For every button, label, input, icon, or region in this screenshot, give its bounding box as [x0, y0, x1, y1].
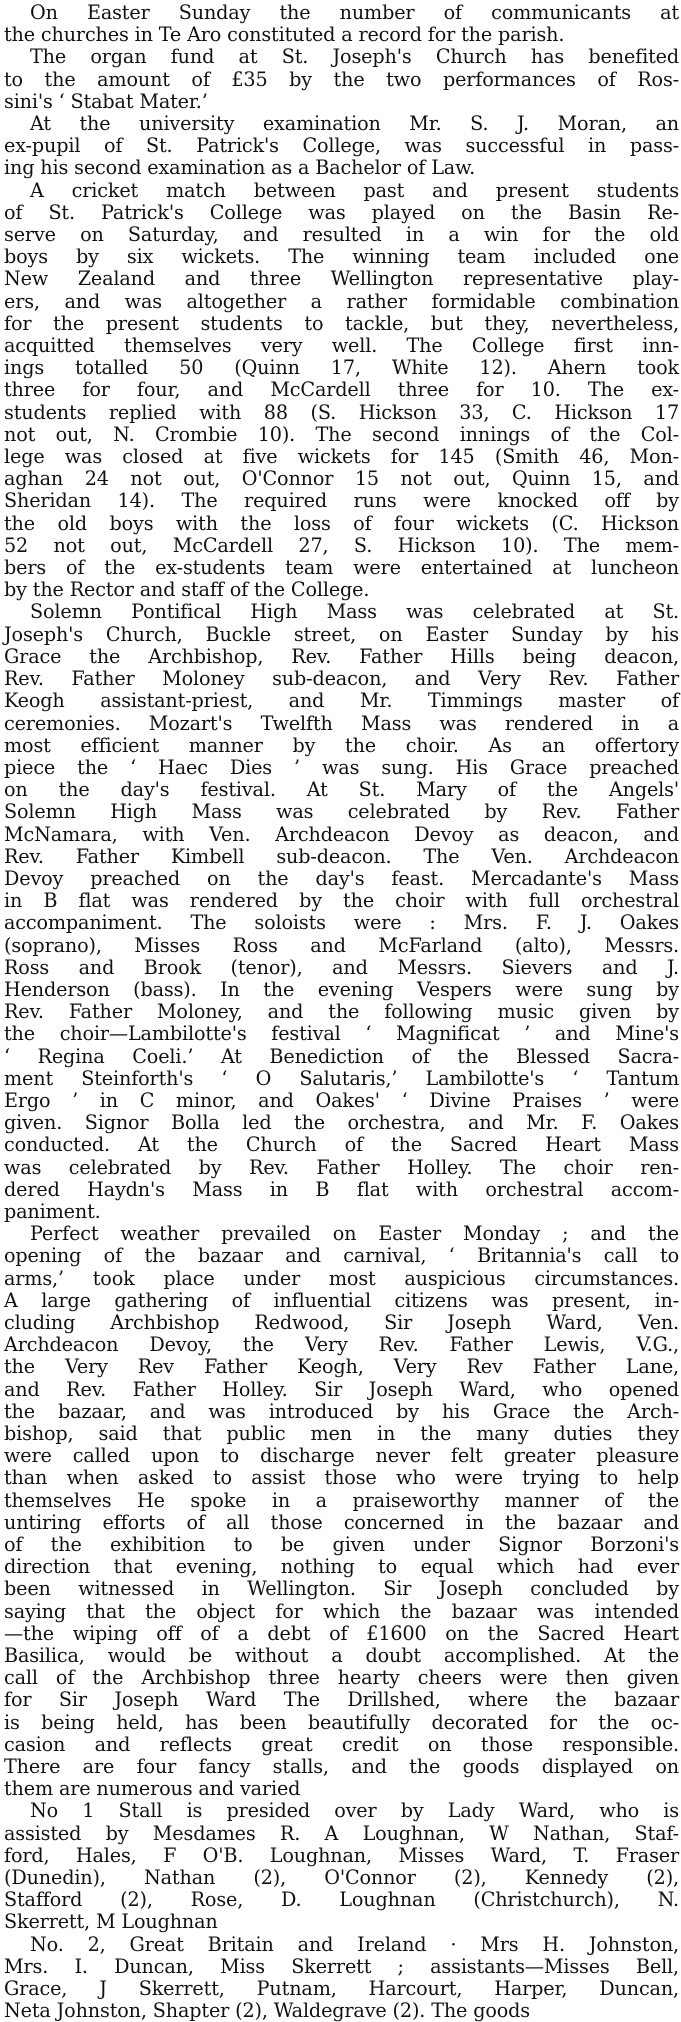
text-line: for Sir Joseph Ward The Drillshed, where the bazaar	[4, 1688, 679, 1712]
text-line: ‘ Regina Coeli.’ At Benediction of the Blessed Sacra-	[4, 1044, 679, 1068]
text-line: the bazaar, and was introduced by his Grace the Arch-	[4, 1399, 679, 1423]
text-line: serve on Saturday, and resulted in a win for the old	[4, 223, 679, 247]
text-line: On Easter Sunday the number of communicants at	[30, 1, 679, 24]
text-line: call of the Archbishop three hearty cheers were then given	[4, 1666, 679, 1690]
article-paragraph	[4, 1800, 679, 1933]
text-line: and Rev. Father Holley. Sir Joseph Ward, who opened	[4, 1377, 679, 1401]
text-line: Grace, J Skerrett, Putnam, Harcourt, Harper, Duncan,	[4, 1977, 679, 2001]
text-line: three for four, and McCardell three for 10. The ex-	[4, 378, 679, 402]
text-line: Neta Johnston, Shapter (2), Waldegrave (2). The goods	[4, 1999, 530, 2022]
text-line: Stafford (2), Rose, D. Loughnan (Christchurch), N.	[4, 1888, 679, 1912]
text-line: Archdeacon Devoy, the Very Rev. Father Lewis, V.G.,	[4, 1333, 679, 1357]
text-line: on the day's festival. At St. Mary of the Angels'	[4, 778, 679, 802]
text-line: piece the ‘ Haec Dies ’ was sung. His Grace preached	[4, 755, 679, 779]
text-line: ment Steinforth's ‘ O Salutaris,’ Lambilotte's ‘ Tantum	[4, 1066, 679, 1090]
text-line: bishop, said that public men in the many duties they	[4, 1422, 679, 1445]
article-paragraph	[4, 1934, 679, 2022]
text-line: acquitted themselves very well. The College first inn-	[4, 334, 679, 358]
text-line: Rev. Father Moloney sub-deacon, and Very Rev. Father	[4, 667, 679, 691]
text-line: paniment.	[4, 1199, 101, 1223]
text-line: aghan 24 not out, O'Connor 15 not out, Quinn 15, and	[4, 467, 679, 491]
text-line: Henderson (bass). In the evening Vespers were sung by	[4, 977, 679, 1001]
text-line: Keogh assistant-priest, and Mr. Timmings master of	[4, 689, 679, 713]
text-line: themselves He spoke in a praiseworthy manner of the	[4, 1488, 679, 1512]
text-line: There are four fancy stalls, and the goods displayed on	[4, 1755, 679, 1779]
text-line: ers, and was altogether a rather formidable combination	[4, 289, 679, 313]
text-line: the Very Rev Father Keogh, Very Rev Father Lane,	[4, 1355, 679, 1379]
text-line: ford, Hales, F O'B. Loughnan, Misses Ward, T. Fraser	[4, 1843, 679, 1867]
text-line: arms,’ took place under most auspicious circumstances.	[4, 1266, 679, 1290]
text-line: by the Rector and staff of the College.	[4, 578, 370, 602]
text-line: most efficient manner by the choir. As an offertory	[4, 733, 679, 757]
text-line: ceremonies. Mozart's Twelfth Mass was rendered in a	[4, 711, 679, 735]
article-paragraph	[4, 1223, 679, 1800]
text-line: ings totalled 50 (Quinn 17, White 12). Ahern took	[4, 356, 679, 380]
text-line: conducted. At the Church of the Sacred Heart Mass	[4, 1133, 679, 1157]
text-line: ex-pupil of St. Patrick's College, was successful in pass-	[4, 134, 679, 158]
text-line: A large gathering of influential citizens was present, in-	[4, 1288, 679, 1312]
text-line: Basilica, would be without a doubt accomplished. At the	[4, 1644, 679, 1668]
article-paragraph	[4, 2, 679, 46]
text-line: of St. Patrick's College was played on the Basin Re-	[4, 200, 679, 224]
text-line: No 1 Stall is presided over by Lady Ward, who is	[30, 1799, 679, 1823]
text-line: Skerrett, M Loughnan	[4, 1910, 218, 1934]
text-line: ing his second examination as a Bachelor of Law.	[4, 156, 476, 180]
text-line: bers of the ex-students team were entertained at luncheon	[4, 556, 679, 580]
text-line: been witnessed in Wellington. Sir Joseph concluded by	[4, 1577, 679, 1601]
text-line: Joseph's Church, Buckle street, on Easter Sunday by his	[4, 622, 679, 646]
text-line: in B flat was rendered by the choir with full orchestral	[4, 889, 679, 913]
text-line: The organ fund at St. Joseph's Church has benefited	[30, 45, 679, 69]
text-line: 52 not out, McCardell 27, S. Hickson 10). The mem-	[4, 533, 679, 557]
text-line: Devoy preached on the day's feast. Mercadante's Mass	[4, 866, 679, 890]
text-line: Solemn High Mass was celebrated by Rev. Father	[4, 800, 679, 824]
text-line: assisted by Mesdames R. A Loughnan, W Nathan, Staf-	[4, 1821, 679, 1845]
text-line: untiring efforts of all those concerned in the bazaar and	[4, 1510, 679, 1534]
text-line: the churches in Te Aro constituted a record for the parish.	[4, 23, 565, 47]
text-line: Mrs. I. Duncan, Miss Skerrett ; assistants—Misses Bell,	[4, 1954, 679, 1978]
text-line: Ross and Brook (tenor), and Messrs. Sievers and J.	[4, 955, 679, 979]
text-line: (soprano), Misses Ross and McFarland (alto), Messrs.	[4, 933, 679, 957]
text-line: boys by six wickets. The winning team included one	[4, 245, 679, 269]
text-line: is being held, has been beautifully decorated for the oc-	[4, 1710, 679, 1734]
text-line: than when asked to assist those who were trying to help	[4, 1466, 679, 1490]
text-line: sini's ‘ Stabat Mater.’	[4, 89, 208, 113]
text-line: accompaniment. The soloists were : Mrs. F. J. Oakes	[4, 911, 679, 935]
text-line: for the present students to tackle, but they, nevertheless,	[4, 311, 679, 335]
text-line: students replied with 88 (S. Hickson 33, C. Hickson 17	[4, 400, 679, 424]
text-line: was celebrated by Rev. Father Holley. The choir ren-	[4, 1155, 679, 1179]
text-line: At the university examination Mr. S. J. Moran, an	[30, 112, 679, 136]
text-line: Perfect weather prevailed on Easter Monday ; and the	[30, 1222, 679, 1246]
text-line: were called upon to discharge never felt greater pleasure	[4, 1444, 679, 1468]
text-line: Solemn Pontifical High Mass was celebrated at St.	[30, 600, 679, 624]
text-line: New Zealand and three Wellington representative play-	[4, 267, 679, 291]
text-line: given. Signor Bolla led the orchestra, and Mr. F. Oakes	[4, 1111, 679, 1135]
text-line: Rev. Father Moloney, and the following music given by	[4, 1000, 679, 1024]
article-paragraph	[4, 46, 679, 113]
text-line: —the wiping off of a debt of £1600 on the Sacred Heart	[4, 1621, 679, 1645]
text-line: (Dunedin), Nathan (2), O'Connor (2), Kennedy (2),	[4, 1866, 679, 1890]
text-line: them are numerous and varied	[4, 1777, 301, 1801]
text-line: not out, N. Crombie 10). The second innings of the Col-	[4, 422, 679, 446]
text-line: cluding Archbishop Redwood, Sir Joseph Ward, Ven.	[4, 1310, 679, 1334]
text-line: A cricket match between past and present students	[30, 178, 679, 202]
text-line: of the exhibition to be given under Signor Borzoni's	[4, 1533, 679, 1557]
text-line: direction that evening, nothing to equal which had ever	[4, 1555, 679, 1579]
article-paragraph	[4, 113, 679, 180]
text-line: opening of the bazaar and carnival, ‘ Britannia's call to	[4, 1244, 679, 1268]
text-line: the old boys with the loss of four wickets (C. Hickson	[4, 511, 679, 535]
text-line: No. 2, Great Britain and Ireland · Mrs H. Johnston,	[30, 1932, 679, 1956]
text-line: casion and reflects great credit on those responsible.	[4, 1732, 679, 1756]
text-line: saying that the object for which the bazaar was intended	[4, 1599, 679, 1623]
article-paragraph	[4, 180, 679, 602]
text-line: Sheridan 14). The required runs were knocked off by	[4, 489, 679, 513]
text-line: Grace the Archbishop, Rev. Father Hills being deacon,	[4, 644, 679, 668]
text-line: Rev. Father Kimbell sub-deacon. The Ven. Archdeacon	[4, 844, 679, 868]
text-line: McNamara, with Ven. Archdeacon Devoy as deacon, and	[4, 822, 679, 846]
text-line: Ergo ’ in C minor, and Oakes' ‘ Divine Praises ’ were	[4, 1088, 679, 1112]
text-line: lege was closed at five wickets for 145 (Smith 46, Mon-	[4, 445, 679, 469]
text-line: to the amount of £35 by the two performances of Ros-	[4, 67, 679, 91]
text-line: the choir—Lambilotte's festival ‘ Magnificat ’ and Mine's	[4, 1022, 679, 1046]
text-line: dered Haydn's Mass in B flat with orchestral accom-	[4, 1177, 679, 1201]
article-paragraph	[4, 601, 679, 1223]
